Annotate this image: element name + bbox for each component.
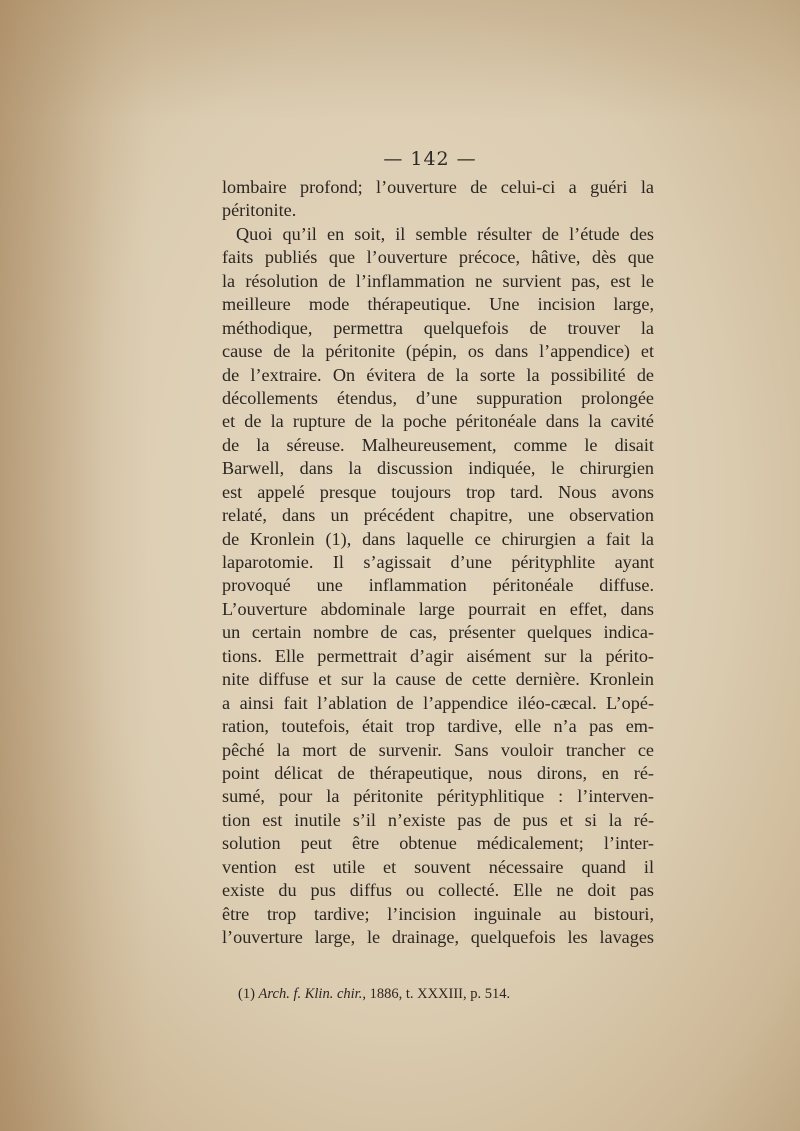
text-line: l’ouverture large, le drainage, quelquefois les lavages [222, 927, 654, 947]
text-line: tions. Elle permettrait d’agir aisément sur la périto- [222, 645, 654, 666]
text-line: point délicat de thérapeutique, nous dirons, en ré- [222, 762, 654, 783]
text-line: existe du pus diffus ou collecté. Elle ne doit pas [222, 880, 654, 901]
text-line: de Kronlein (1), dans laquelle ce chirurgien a fait la [222, 528, 654, 549]
footnote-citation: , 1886, t. XXXIII, p. 514. [362, 986, 511, 1002]
text-line: laparotomie. Il s’agissait d’une pérityphlite ayant [222, 552, 654, 572]
text-line: méthodique, permettra quelquefois de trouver la [222, 317, 654, 338]
text-line: pêché la mort de survenir. Sans vouloir trancher ce [222, 739, 654, 760]
text-line: la résolution de l’inflammation ne survient pas, est le [222, 270, 654, 291]
footnote-marker: (1) [238, 986, 259, 1002]
text-line: vention est utile et souvent nécessaire quand il [222, 856, 654, 877]
text-line: meilleure mode thérapeutique. Une incision large, [222, 294, 654, 315]
text-line: relaté, dans un précédent chapitre, une observation [222, 505, 654, 526]
text-line: solution peut être obtenue médicalement; l’inter- [222, 833, 654, 854]
body-text [222, 176, 654, 949]
page-number: — 142 — [383, 148, 477, 170]
text-line: nite diffuse et sur la cause de cette dernière. Kronlein [222, 669, 654, 690]
text-line: a ainsi fait l’ablation de l’appendice iléo-cæcal. L’opé- [222, 692, 654, 713]
footnote-journal: Arch. f. Klin. chir. [258, 986, 363, 1002]
text-line: Quoi qu’il en soit, il semble résulter de l’étude des [236, 223, 654, 244]
text-line: être trop tardive; l’incision inguinale au bistouri, [222, 903, 654, 924]
text-line: faits publiés que l’ouverture précoce, hâtive, dès que [222, 247, 654, 268]
text-line: lombaire profond; l’ouverture de celui-ci a guéri la [222, 177, 654, 197]
text-line: et de la rupture de la poche péritonéale dans la cavité [222, 411, 654, 432]
text-line: est appelé presque toujours trop tard. Nous avons [222, 481, 654, 502]
text-line: ration, toutefois, était trop tardive, elle n’a pas em- [222, 716, 654, 737]
text-line: de la séreuse. Malheureusement, comme le disait [222, 434, 654, 455]
text-line: cause de la péritonite (pépin, os dans l’appendice) et [222, 341, 654, 362]
text-line: L’ouverture abdominale large pourrait en effet, dans [222, 598, 654, 619]
text-line: tion est inutile s’il n’existe pas de pus et si la ré- [222, 809, 654, 830]
text-line: sumé, pour la péritonite pérityphlitique : l’interven- [222, 786, 654, 807]
text-line: de l’extraire. On évitera de la sorte la possibilité de [222, 364, 654, 385]
text-line: décollements étendus, d’une suppuration prolongée [222, 387, 654, 408]
text-line: provoqué une inflammation péritonéale diffuse. [222, 575, 654, 596]
text-line: péritonite. [222, 200, 297, 221]
footnote [238, 986, 510, 1003]
text-line: Barwell, dans la discussion indiquée, le chirurgien [222, 458, 654, 479]
text-line: un certain nombre de cas, présenter quelques indica- [222, 622, 654, 643]
